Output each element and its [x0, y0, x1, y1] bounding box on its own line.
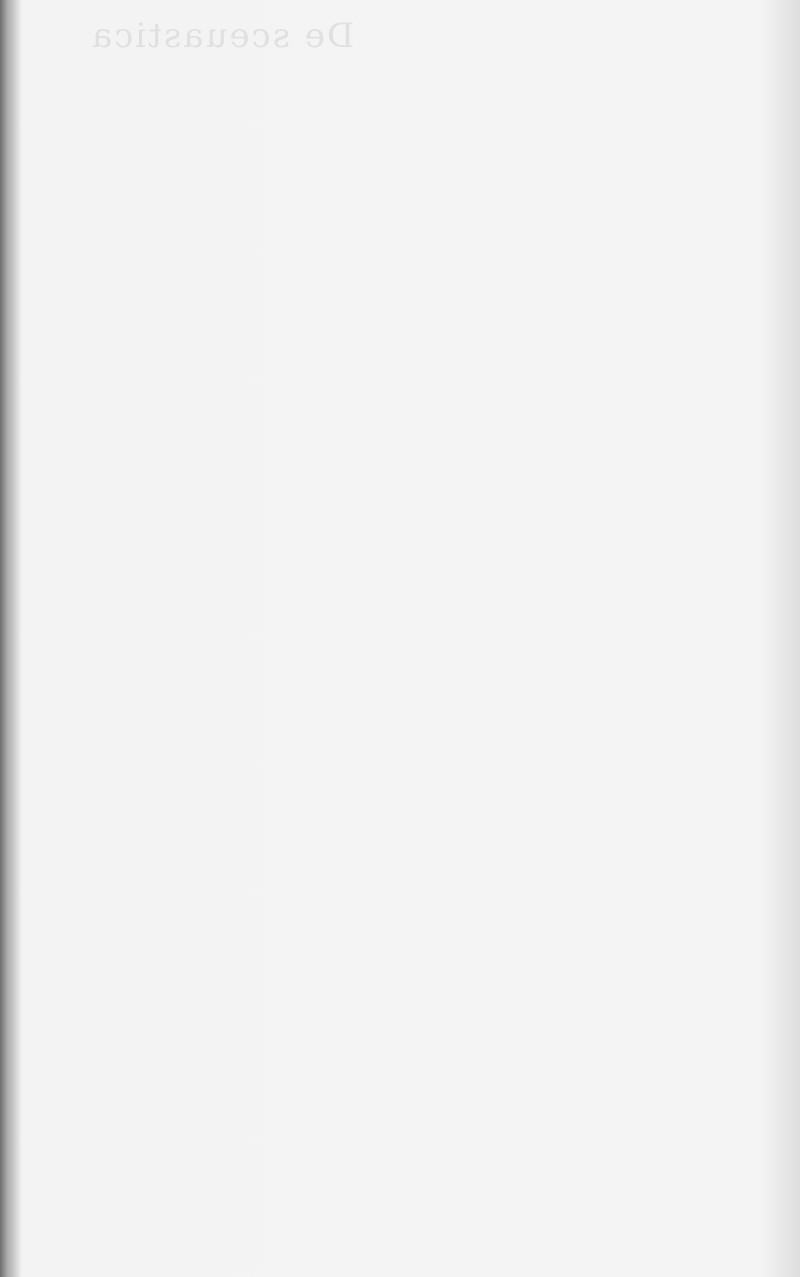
binding-shadow: [0, 0, 22, 1277]
bleed-through-text: De sceuastica: [90, 16, 355, 56]
